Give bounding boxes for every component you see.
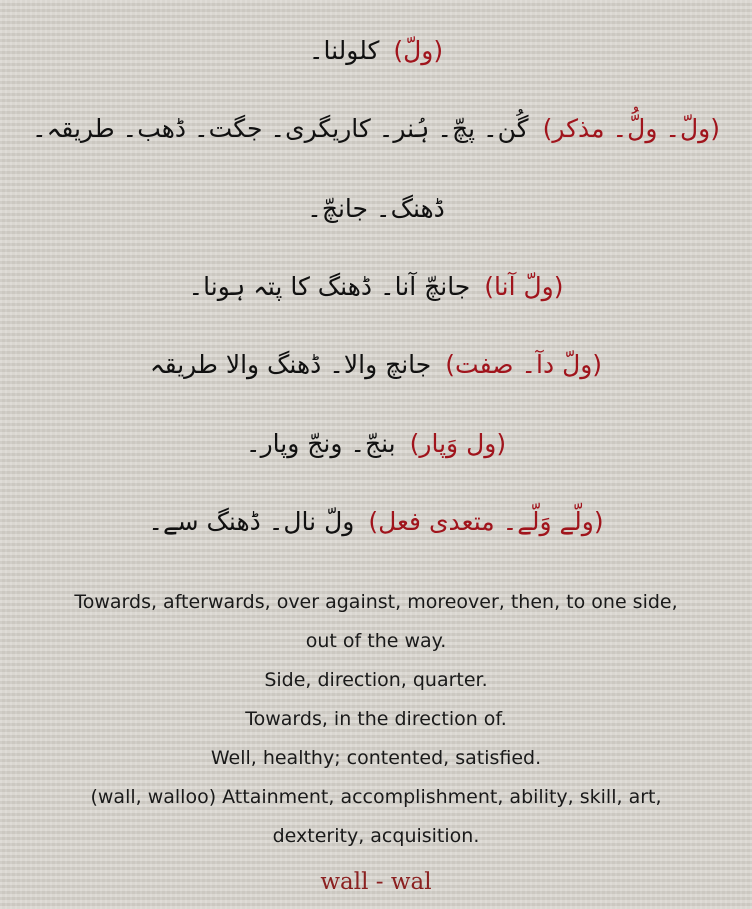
english-definition-line: Side, direction, quarter.	[264, 669, 488, 691]
urdu-entry-6	[0, 427, 752, 461]
urdu-grammar-label: (ول وَپار)	[409, 429, 507, 458]
urdu-definition: کلولنا۔	[308, 36, 380, 65]
urdu-grammar-label: (ولّ دآ۔ صفت)	[445, 350, 603, 379]
english-definition-line: Towards, in the direction of.	[245, 708, 507, 730]
urdu-definition: ڈھنگ۔ جانچّ۔	[307, 194, 445, 223]
urdu-entry-2	[0, 112, 752, 146]
english-definition-line: Well, healthy; contented, satisfied.	[210, 747, 542, 769]
urdu-grammar-label: (ولّ۔ ولُّ۔ مذکر)	[542, 114, 720, 143]
urdu-entry-3	[0, 192, 752, 226]
english-definition-line: Towards, afterwards, over against, moreover, then, to one side,	[74, 591, 678, 613]
urdu-grammar-label: (ولّ)	[393, 36, 444, 65]
urdu-entry-4	[0, 270, 752, 304]
urdu-entry-1	[0, 34, 752, 68]
urdu-grammar-label: (ولّ آنا)	[484, 272, 564, 301]
english-definition-line: out of the way.	[305, 630, 447, 652]
urdu-grammar-label: (ولّے وَلّے۔ متعدی فعل)	[368, 507, 604, 536]
urdu-entry-5	[0, 348, 752, 382]
english-definition-line: (wall, walloo) Attainment, accomplishment, ability, skill, art,	[90, 786, 662, 808]
urdu-definition: جانچّ آنا۔ ڈھنگ کا پتہ ہونا۔	[188, 272, 471, 301]
urdu-definition: بنجّ۔ ونجّ وپار۔	[245, 429, 396, 458]
urdu-definition: جانچ والا۔ ڈھنگ والا طریقہ	[149, 350, 432, 379]
english-definition-line: dexterity, acquisition.	[272, 825, 480, 847]
urdu-entry-7	[0, 505, 752, 539]
urdu-definition: ولّ نال۔ ڈھنگ سے۔	[148, 507, 355, 536]
headword-transliteration: wall - wal	[320, 869, 432, 895]
english-definitions	[0, 583, 752, 856]
urdu-definition: گُن۔ پچّ۔ ہُنر۔ کاریگری۔ جگت۔ ڈھب۔ طریقہ۔	[32, 114, 529, 143]
